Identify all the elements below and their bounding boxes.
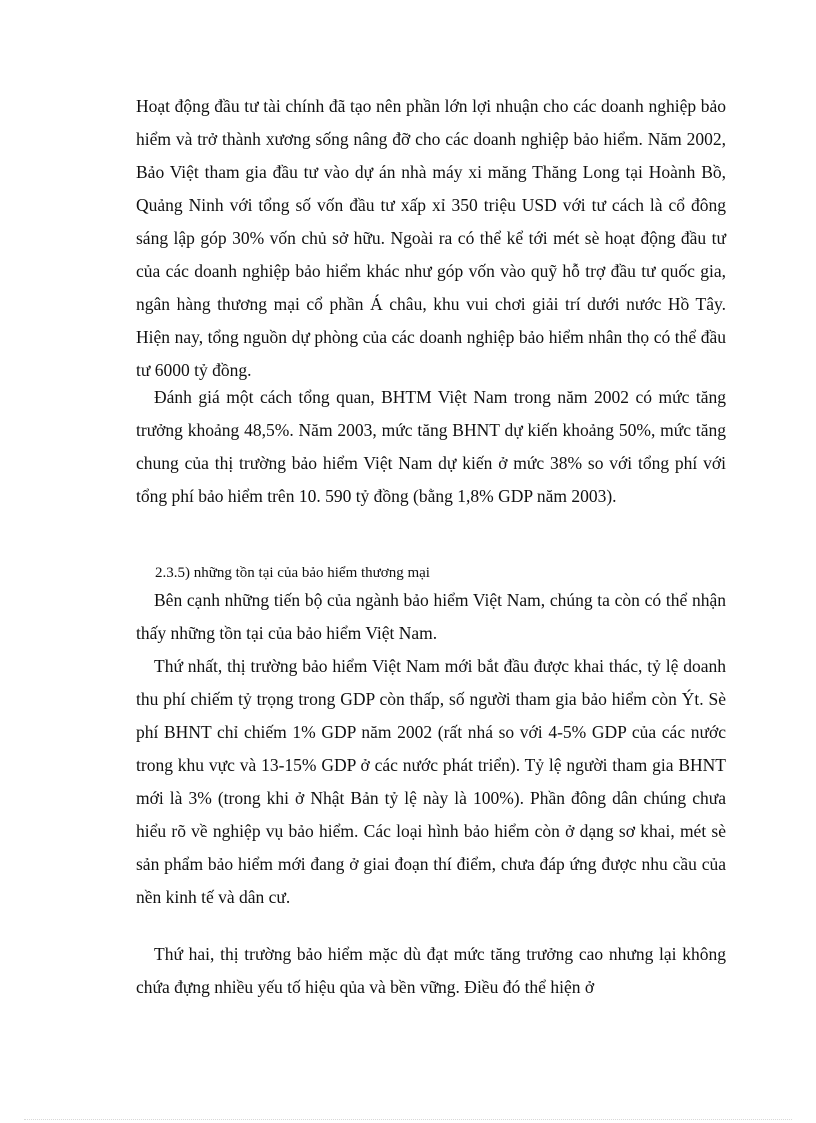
paragraph-overview: Đánh giá một cách tổng quan, BHTM Việt Nam trong năm 2002 có mức tăng trưởng khoảng 48,5%. Năm 2003, mức tăng BHNT dự kiến khoảng 50%, mức tăng chung của thị trường bảo hiểm Việt Nam dự kiến ở mức 38% so với tổng phí với tổng phí bảo hiểm trên 10. 590 tỷ đồng (bằng 1,8% GDP năm 2003). bbox=[136, 387, 726, 506]
paragraph-first-issue: Thứ nhất, thị trường bảo hiểm Việt Nam mới bắt đầu được khai thác, tỷ lệ doanh thu phí chiếm tỷ trọng trong GDP còn thấp, số người tham gia bảo hiểm còn Ýt. Sè phí BHNT chỉ chiếm 1% GDP năm 2002 (rất nhá so với 4-5% GDP của các nước trong khu vực và 13-15% GDP ở các nước phát triển). Tỷ lệ người tham gia BHNT mới là 3% (trong khi ở Nhật Bản tỷ lệ này là 100%). Phần đông dân chúng chưa hiểu rõ về nghiệp vụ bảo hiểm. Các loại hình bảo hiểm còn ở dạng sơ khai, mét sè sản phẩm bảo hiểm mới đang ở giai đoạn thí điểm, chưa đáp ứng được nhu cầu của nền kinh tế và dân cư. bbox=[136, 656, 726, 907]
paragraph-investment: Hoạt động đầu tư tài chính đã tạo nên phần lớn lợi nhuận cho các doanh nghiệp bảo hiểm và trở thành xương sống nâng đỡ cho các doanh nghiệp bảo hiểm. Năm 2002, Bảo Việt tham gia đầu tư vào dự án nhà máy xi măng Thăng Long tại Hoành Bồ, Quảng Ninh với tổng số vốn đầu tư xấp xỉ 350 triệu USD với tư cách là cổ đông sáng lập góp 30% vốn chủ sở hữu. Ngoài ra có thể kể tới mét sè hoạt động đầu tư của các doanh nghiệp bảo hiểm khác như góp vốn vào quỹ hỗ trợ đầu tư quốc gia, ngân hàng thương mại cổ phần Á châu, khu vui chơi giải trí dưới nước Hồ Tây. Hiện nay, tổng nguồn dự phòng của các doanh nghiệp bảo hiểm nhân thọ có thể đầu tư 6000 tỷ đồng. bbox=[136, 96, 726, 380]
section-heading: 2.3.5) những tồn tại của bảo hiểm thương mại bbox=[155, 565, 430, 581]
paragraph-second-issue: Thứ hai, thị trường bảo hiểm mặc dù đạt mức tăng trưởng cao nhưng lại không chứa đựng nhiều yếu tố hiệu qủa và bền vững. Điều đó thể hiện ở bbox=[136, 944, 726, 997]
paragraph-shortcomings-intro: Bên cạnh những tiến bộ của ngành bảo hiểm Việt Nam, chúng ta còn có thể nhận thấy những tồn tại của bảo hiểm Việt Nam. bbox=[136, 590, 726, 643]
page-bottom-divider bbox=[24, 1119, 792, 1120]
